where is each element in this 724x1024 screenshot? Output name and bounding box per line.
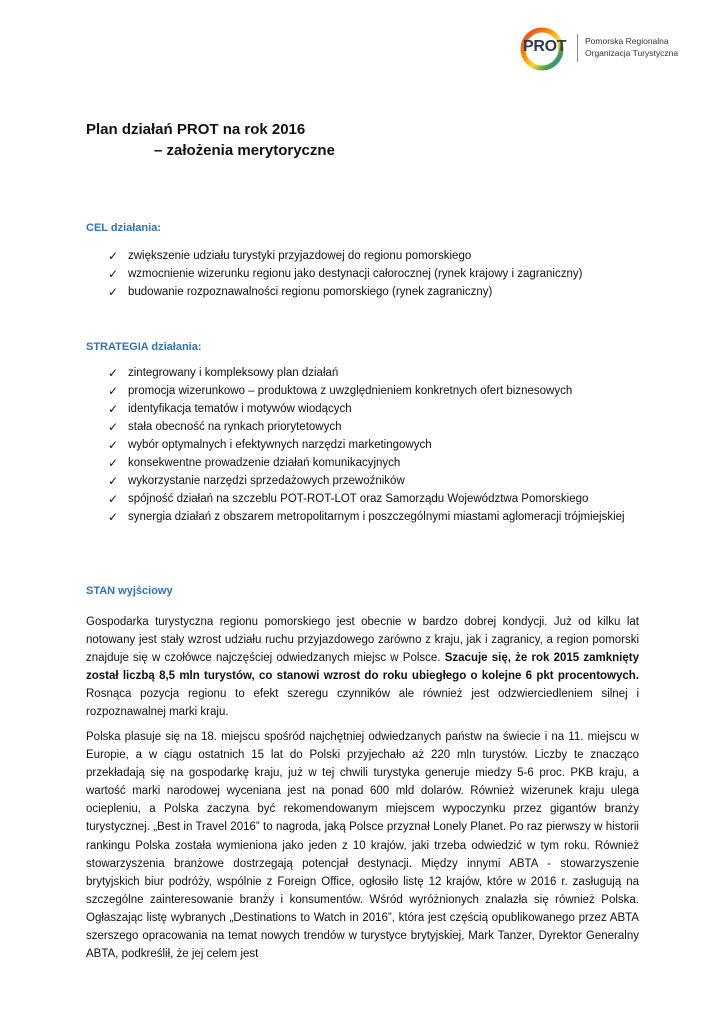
checkmark-icon: ✓ bbox=[108, 285, 119, 299]
checkmark-icon: ✓ bbox=[108, 402, 119, 416]
logo-org-name bbox=[585, 35, 678, 59]
list-item: ✓ zwiększenie udziału turystyki przyjazdowej do regionu pomorskiego bbox=[108, 249, 472, 263]
logo-org-line2: Organizacja Turystyczna bbox=[585, 48, 679, 58]
list-item: ✓ wykorzystanie narzędzi sprzedażowych przewoźników bbox=[108, 474, 405, 488]
list-item: ✓ budowanie rozpoznawalności regionu pomorskiego (rynek zagraniczny) bbox=[108, 285, 493, 299]
list-item: ✓ zintegrowany i kompleksowy plan działań bbox=[108, 366, 339, 380]
prot-logo bbox=[519, 26, 699, 74]
strategia-heading: STRATEGIA działania: bbox=[86, 341, 202, 353]
checkmark-icon: ✓ bbox=[108, 456, 119, 470]
list-item: ✓ wzmocnienie wizerunku regionu jako destynacji całorocznej (rynek krajowy i zagraniczny) bbox=[108, 267, 583, 281]
stan-paragraph-1: Gospodarka turystyczna regionu pomorskiego jest obecnie w bardzo dobrej kondycji. Już od kilku lat notowany jest stały wzrost udziału ruchu przyjazdowego zarówno z kraju, jak i zagranicy, a region pomorski znajduje się w czołówce najczęściej odwiedzanych miejsc w Polsce. Szacuje się, że rok 2015 zamknięty został liczbą 8,5 mln turystów, co stanowi wzrost do roku ubiegłego o kolejne 6 pkt procentowych. Rosnąca pozycja regionu to efekt szeregu czynników ale również jest odzwierciedleniem silnej i rozpoznawalnej marki kraju. bbox=[86, 616, 640, 719]
checkmark-icon: ✓ bbox=[108, 366, 119, 380]
list-item: ✓ wybór optymalnych i efektywnych narzędzi marketingowych bbox=[108, 438, 432, 452]
checkmark-icon: ✓ bbox=[108, 492, 119, 506]
strategia-list bbox=[108, 364, 628, 526]
list-item: ✓ promocja wizerunkowo – produktowa z uwzględnieniem konkretnych ofert biznesowych bbox=[108, 384, 573, 398]
stan-paragraph-2: Polska plasuje się na 18. miejscu spośród najchętniej odwiedzanych państw na świecie i na 11. miejscu w Europie, a w ciągu ostatnich 15 lat do Polski przyjechało aż 220 mln turystów. Liczby te znacząco przekładają się na gospodarkę kraju, już w tej chwili turystyka generuje miedzy 5-6 proc. PKB kraju, a wartość marki narodowej wyceniana jest na ponad 600 mld dolarów. Również wizerunek kraju ulega ociepleniu, a Polska zaczyna być rekomendowanym miejscem wypoczynku przez gigantów branży turystycznej. „Best in Travel 2016” to nagroda, jaką Polsce przyznał Lonely Planet. Po raz pierwszy w historii rankingu Polska została wymieniona jako jeden z 10 krajów, jaki trzeba odwiedzić w tym roku. Również stowarzyszenia branżowe dostrzegają potencjał destynacji. Między innymi ABTA - stowarzyszenie brytyjskich biur podróży, wspólnie z Foreign Office, ogłosiło listę 12 krajów, które w 2016 r. zasługują na szczególne zainteresowanie branży i konsumentów. Wśród wyróżnionych znalazła się również Polska. Ogłaszając listę wybranych „Destinations to Watch in 2016”, która jest częścią opublikowanego przez ABTA szerszego opracowania na temat nowych trendów w turystyce brytyjskiej, Mark Tanzer, Dyrektor Generalny ABTA, podkreślił, że jej celem jest bbox=[86, 731, 639, 961]
list-item: ✓ konsekwentne prowadzenie działań komunikacyjnych bbox=[108, 456, 401, 470]
checkmark-icon: ✓ bbox=[108, 420, 119, 434]
stan-highlight: Szacuje się, że rok 2015 zamknięty został liczbą 8,5 mln turystów, co stanowi wzrost do roku ubiegłego o kolejne 6 pkt procentowych. bbox=[86, 652, 640, 683]
checkmark-icon: ✓ bbox=[108, 510, 119, 524]
checkmark-icon: ✓ bbox=[108, 249, 119, 263]
list-item: ✓ identyfikacja tematów i motywów wiodących bbox=[108, 402, 352, 416]
list-item: ✓ synergia działań z obszarem metropolitarnym i poszczególnymi miastami aglomeracji trójmiejskiej bbox=[108, 510, 625, 524]
list-item: ✓ stała obecność na rynkach priorytetowych bbox=[108, 420, 342, 434]
title-line2: – założenia merytoryczne bbox=[154, 142, 335, 159]
title-line1: Plan działań PROT na rok 2016 bbox=[86, 121, 306, 138]
checkmark-icon: ✓ bbox=[108, 267, 119, 281]
list-item: ✓ spójność działań na szczeblu POT-ROT-LOT oraz Samorządu Województwa Pomorskiego bbox=[108, 492, 589, 506]
cel-heading: CEL działania: bbox=[86, 222, 161, 234]
stan-heading: STAN wyjściowy bbox=[86, 585, 173, 597]
checkmark-icon: ✓ bbox=[108, 384, 119, 398]
logo-mark-text: PROT bbox=[523, 38, 567, 55]
document-title bbox=[86, 119, 335, 161]
logo-divider bbox=[577, 34, 578, 62]
checkmark-icon: ✓ bbox=[108, 438, 119, 452]
logo-org-line1: Pomorska Regionalna bbox=[585, 36, 669, 46]
cel-list bbox=[108, 247, 582, 301]
checkmark-icon: ✓ bbox=[108, 474, 119, 488]
